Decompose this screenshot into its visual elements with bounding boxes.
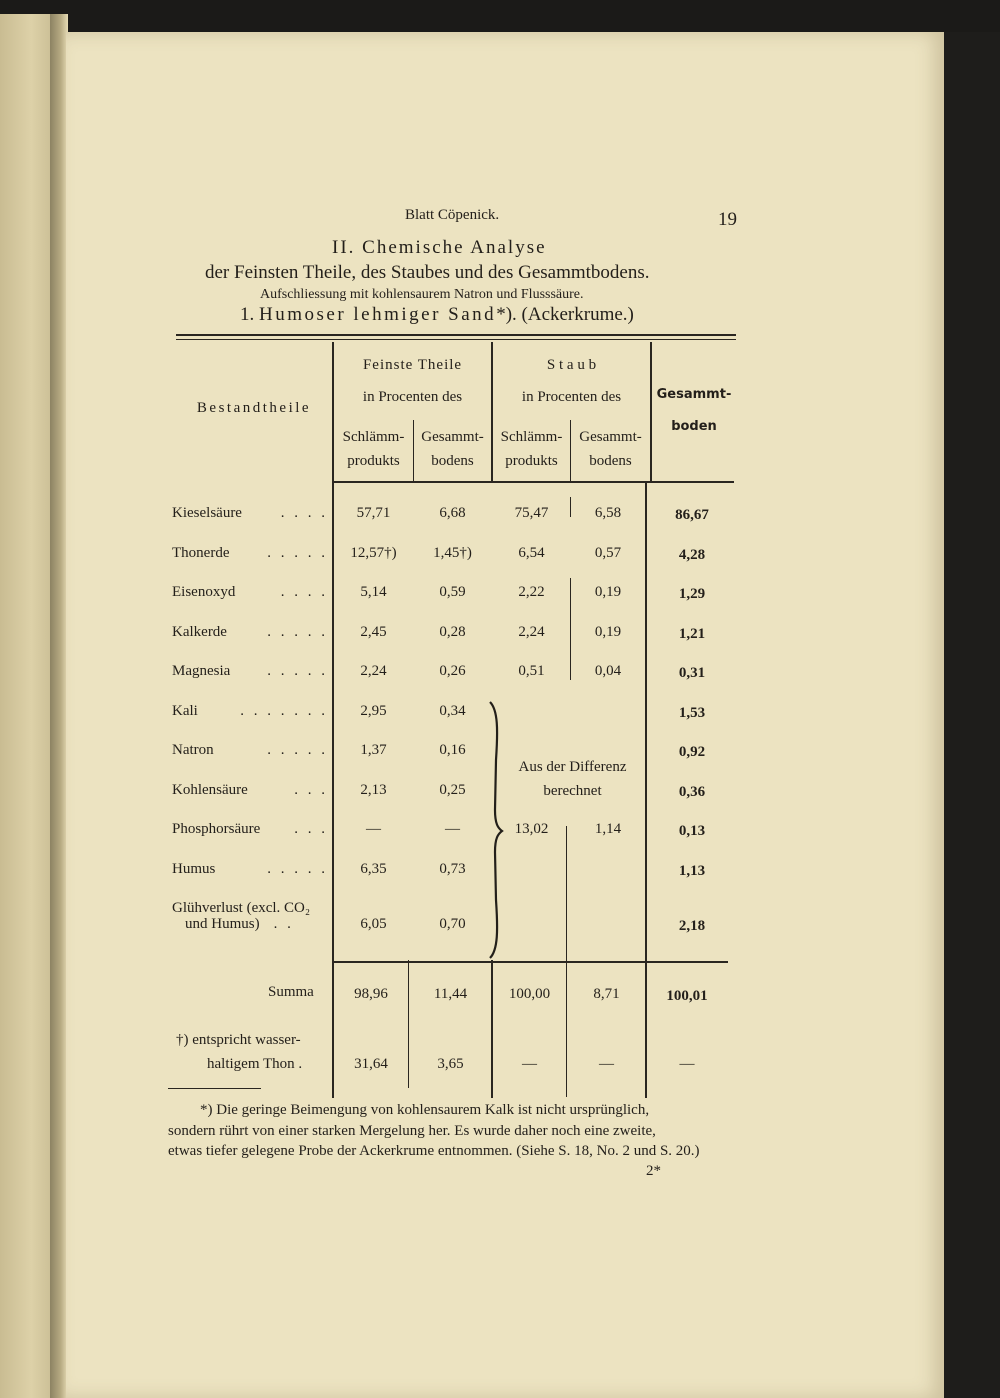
cell-staub-schlamm: 6,54	[518, 545, 545, 561]
staub-divider-4	[566, 826, 567, 962]
thon-f1: 31,64	[354, 1056, 388, 1072]
summa-rule	[332, 961, 728, 963]
thon-s2: —	[599, 1056, 614, 1072]
cell-feinste-schlamm: 2,24	[360, 663, 387, 679]
row-label-text: Humus	[172, 861, 216, 877]
cell-feinste-gesammt: 1,45†)	[433, 545, 472, 561]
section-title: Chemische Analyse	[362, 237, 547, 258]
thon-f2: 3,65	[437, 1056, 464, 1072]
top-rule-2	[176, 339, 736, 340]
cell-feinste-schlamm: 5,14	[360, 584, 387, 600]
group-feinste: Feinste Theile	[362, 357, 463, 373]
col-total-2: boden	[671, 419, 717, 434]
subtitle: der Feinsten Theile, des Staubes und des Gesammtbodens.	[205, 262, 650, 283]
row-dots: . . . . .	[267, 742, 328, 758]
header-bottom-rule	[332, 481, 734, 483]
cell-feinste-gesammt: —	[445, 821, 460, 837]
header-divider-5	[650, 342, 652, 482]
signature-mark: 2*	[646, 1163, 661, 1179]
book-cover-edge	[944, 32, 1000, 1398]
method-line: Aufschliessung mit kohlensaurem Natron und Flusssäure.	[260, 287, 584, 302]
row-dots: . . . . . . .	[240, 703, 328, 719]
cell-staub-schlamm: 0,51	[518, 663, 545, 679]
row-dots: . . . . .	[267, 545, 328, 561]
footnote-line-1: *) Die geringe Beimengung von kohlensaurem Kalk ist nicht ursprünglich,	[200, 1102, 650, 1118]
cell-feinste-gesammt: 0,34	[439, 703, 466, 719]
row-label	[172, 821, 328, 838]
row-label-text: Kohlensäure	[172, 782, 248, 798]
differenz-text: Aus der Differenz	[518, 759, 627, 775]
thon-label-2-dots: .	[298, 1056, 303, 1072]
cell-total: 86,67	[675, 507, 709, 523]
row-label-text: Thonerde	[172, 545, 230, 561]
cell-staub-gesammt: 6,58	[594, 505, 622, 521]
col-s-gesammt: Gesammt-	[579, 429, 642, 445]
cell-feinste-gesammt: 0,26	[439, 663, 466, 679]
cell-staub-schlamm: 13,02	[514, 821, 549, 837]
sample-number: 1.	[240, 304, 255, 325]
row-label	[172, 663, 328, 680]
thon-label-1: †) entspricht wasser-	[176, 1032, 301, 1048]
cell-total: 1,53	[678, 705, 706, 721]
col-f-gesammt-2: bodens	[431, 453, 474, 469]
cell-feinste-schlamm: 2,45	[360, 624, 387, 640]
summa-total: 100,01	[666, 988, 708, 1004]
cell-total: 0,36	[678, 784, 706, 800]
cell-feinste-gesammt: 0,70	[439, 916, 466, 932]
sample-note: (Ackerkrume.)	[521, 304, 634, 325]
col-bestandtheile: Bestandtheile	[196, 400, 312, 416]
footnote-line-2: sondern rührt von einer starken Mergelung her. Es wurde daher noch eine zweite,	[168, 1123, 656, 1139]
row-dots: . . . . .	[267, 624, 328, 640]
summa-s2: 8,71	[593, 986, 620, 1002]
cell-total: 1,29	[678, 586, 706, 602]
group-staub: S t a u b	[546, 357, 597, 373]
sample-name: Humoser lehmiger Sand	[259, 304, 497, 325]
cell-staub-schlamm: 2,24	[518, 624, 545, 640]
thon-total: —	[679, 1056, 695, 1072]
cell-feinste-schlamm: 1,37	[360, 742, 387, 758]
section-prefix: II.	[332, 237, 356, 258]
summa-label: Summa	[268, 984, 314, 1000]
row-label	[172, 861, 328, 878]
col-f-gesammt: Gesammt-	[421, 429, 484, 445]
running-title: Blatt Cöpenick.	[405, 207, 500, 223]
cell-feinste-gesammt: 6,68	[439, 505, 466, 521]
cell-total: 2,18	[678, 918, 706, 934]
summa-f1: 98,96	[354, 986, 388, 1002]
row-label	[172, 703, 328, 720]
cell-staub-schlamm: 2,22	[518, 584, 545, 600]
row-label	[172, 624, 328, 641]
col-s-schlamm: Schlämm-	[500, 429, 563, 445]
cell-feinste-schlamm: 2,13	[360, 782, 387, 798]
cell-total: 1,13	[678, 863, 706, 879]
row-label-text: Natron	[172, 742, 214, 758]
group-feinste-sub: in Procenten des	[362, 389, 463, 405]
row-label-2	[185, 916, 294, 933]
cell-feinste-gesammt: 0,59	[439, 584, 466, 600]
row-dots: . . . . .	[267, 861, 328, 877]
col-f-schlamm-2: produkts	[347, 453, 400, 469]
group-staub-sub: in Procenten des	[521, 389, 622, 405]
cell-feinste-schlamm: 2,95	[360, 703, 387, 719]
col-s-gesammt-2: bodens	[589, 453, 632, 469]
cell-feinste-schlamm: —	[366, 821, 381, 837]
row-label-text: Kalkerde	[172, 624, 227, 640]
col-f-schlamm: Schlämm-	[342, 429, 405, 445]
cell-feinste-schlamm: 12,57†)	[350, 545, 397, 561]
thon-label-2	[207, 1056, 302, 1073]
sample-mark: *).	[496, 304, 517, 325]
col-s-schlamm-2: produkts	[505, 453, 558, 469]
row-label-2-text: und Humus)	[185, 916, 260, 932]
row-label-text: Eisenoxyd	[172, 584, 236, 600]
differenz-text-2: berechnet	[543, 783, 602, 799]
row-label-text: Magnesia	[172, 663, 231, 679]
row-label	[172, 584, 328, 601]
cell-total: 0,92	[678, 744, 706, 760]
cell-feinste-gesammt: 0,16	[439, 742, 466, 758]
cell-total: 1,21	[678, 626, 706, 642]
body-divider-3	[491, 960, 493, 1098]
thon-label-2-text: haltigem Thon	[207, 1056, 295, 1072]
cell-staub-gesammt: 1,14	[594, 821, 622, 837]
left-page-edge	[0, 14, 52, 1398]
row-label: Glühverlust (excl. CO₂	[172, 900, 311, 916]
cell-staub-gesammt: 0,19	[594, 584, 622, 600]
summa-f2: 11,44	[433, 986, 468, 1002]
thon-s1: —	[522, 1056, 537, 1072]
staub-divider-5	[566, 962, 567, 1097]
row-dots: . . . . .	[267, 663, 328, 679]
cell-staub-gesammt: 0,19	[594, 624, 622, 640]
row-dots: . .	[273, 916, 294, 932]
row-dots: . . . .	[280, 584, 328, 600]
cell-feinste-gesammt: 0,28	[439, 624, 466, 640]
cell-staub-schlamm: 75,47	[514, 505, 549, 521]
row-label	[172, 782, 328, 799]
row-dots: . . .	[294, 782, 328, 798]
top-rule-1	[176, 334, 736, 336]
cell-total: 0,31	[678, 665, 706, 681]
footnote-rule	[168, 1088, 261, 1089]
cell-feinste-gesammt: 0,73	[439, 861, 466, 877]
cell-feinste-schlamm: 6,35	[360, 861, 387, 877]
row-label	[172, 545, 328, 562]
footnote-line-3: etwas tiefer gelegene Probe der Ackerkrume entnommen. (Siehe S. 18, No. 2 und S. 20.)	[168, 1143, 700, 1159]
row-label-text: Kieselsäure	[172, 505, 242, 521]
cell-feinste-gesammt: 0,25	[439, 782, 466, 798]
summa-s1: 100,00	[508, 986, 551, 1002]
section-heading	[332, 237, 547, 259]
row-label-text: Phosphorsäure	[172, 821, 261, 837]
col-total: Gesammt-	[656, 387, 732, 402]
row-dots: . . .	[294, 821, 328, 837]
row-label	[172, 505, 328, 522]
sample-title	[240, 304, 634, 326]
row-label	[172, 742, 328, 759]
cell-feinste-schlamm: 6,05	[360, 916, 387, 932]
cell-staub-gesammt: 0,04	[594, 663, 622, 679]
cell-feinste-schlamm: 57,71	[356, 505, 391, 521]
page-number: 19	[718, 209, 737, 230]
row-label-text: Kali	[172, 703, 198, 719]
cell-staub-gesammt: 0,57	[594, 545, 622, 561]
cell-total: 4,28	[678, 547, 706, 563]
cell-total: 0,13	[678, 823, 706, 839]
row-dots: . . . .	[280, 505, 328, 521]
